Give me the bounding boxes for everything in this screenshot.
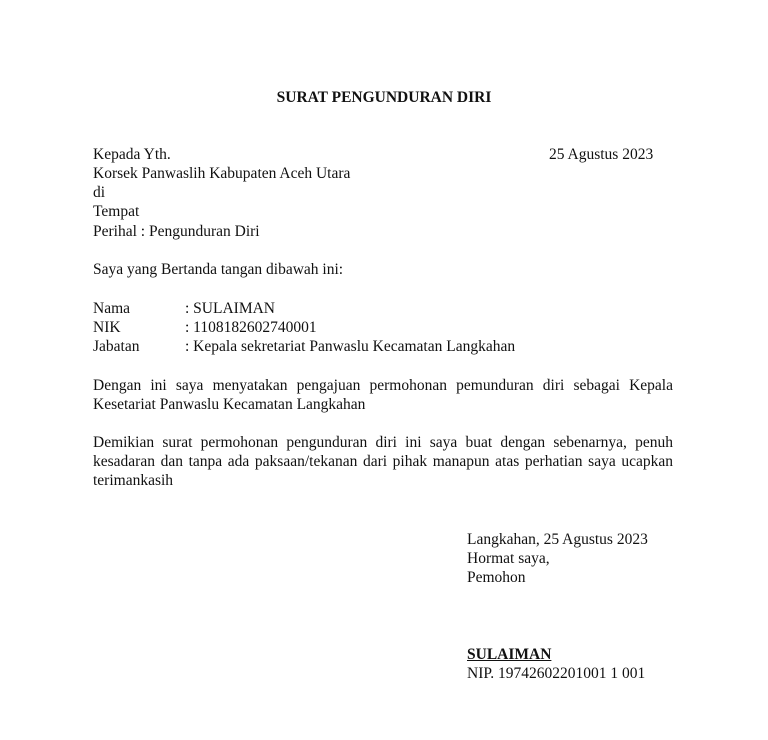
identity-label-jabatan: Jabatan — [93, 338, 140, 355]
identity-value-nama: : SULAIMAN — [185, 300, 275, 317]
document-title: SURAT PENGUNDURAN DIRI — [276, 89, 492, 106]
letter-date: 25 Agustus 2023 — [549, 146, 654, 163]
body-paragraph-1: Dengan ini saya menyatakan pengajuan permohonan pemunduran diri sebagai Kepala Kesetariat Panwaslu Kecamatan Langkahan — [93, 377, 673, 413]
signature-nip: NIP. 19742602201001 1 001 — [467, 665, 646, 682]
body-paragraph-2: Demikian surat permohonan pengunduran diri ini saya buat dengan sebenarnya, penuh kesadaran dan tanpa ada paksaan/tekanan dari pihak manapun atas perhatian saya ucapkan terimankasih — [93, 434, 673, 489]
signature-role: Pemohon — [467, 569, 526, 586]
intro-text: Saya yang Bertanda tangan dibawah ini: — [93, 261, 344, 278]
identity-label-nama: Nama — [93, 300, 131, 317]
signature-name: SULAIMAN — [467, 646, 552, 663]
recipient-preposition: di — [93, 184, 106, 201]
identity-value-nik: : 1108182602740001 — [185, 319, 317, 336]
identity-label-nik: NIK — [93, 319, 121, 336]
signature-place-date: Langkahan, 25 Agustus 2023 — [467, 531, 648, 548]
identity-value-jabatan: : Kepala sekretariat Panwaslu Kecamatan Langkahan — [185, 338, 516, 355]
recipient-name: Korsek Panwaslih Kabupaten Aceh Utara — [93, 165, 351, 182]
signature-closing: Hormat saya, — [467, 550, 550, 567]
recipient-salutation: Kepada Yth. — [93, 146, 171, 163]
letter-subject: Perihal : Pengunduran Diri — [93, 223, 260, 240]
recipient-place: Tempat — [93, 203, 140, 220]
